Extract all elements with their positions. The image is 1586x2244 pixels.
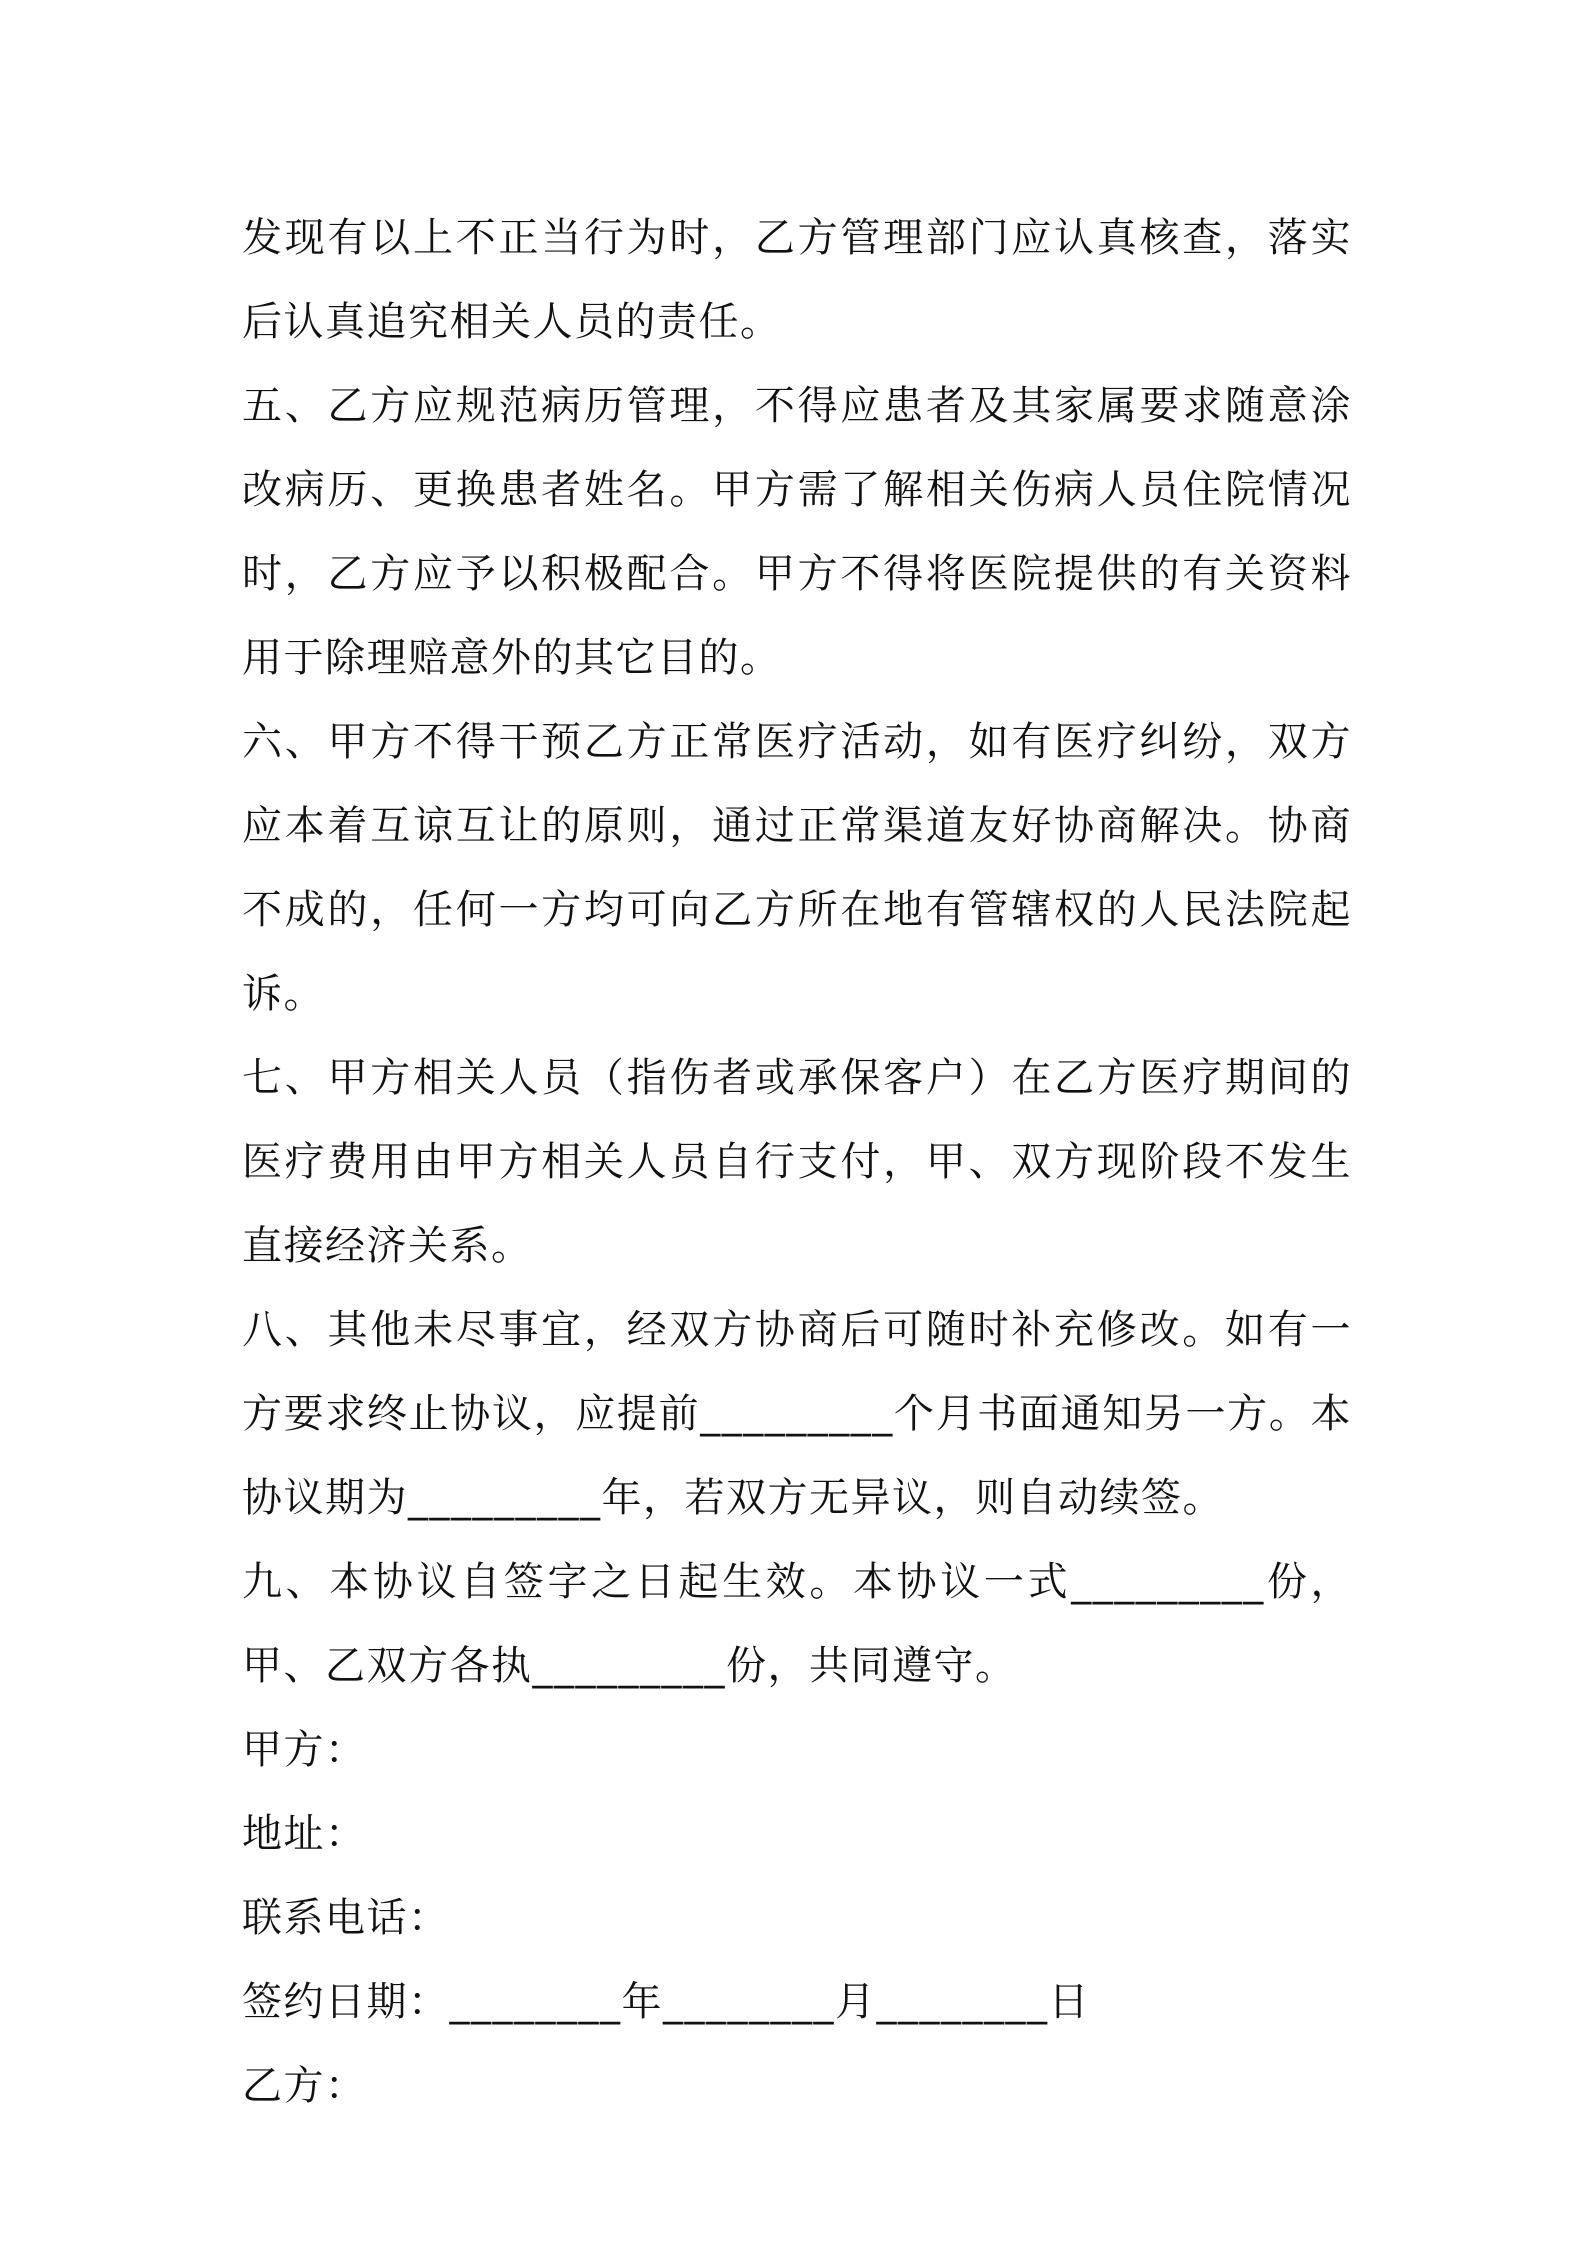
sign-date-label: 签约日期：________年________月________日	[242, 1979, 1090, 2025]
paragraph-clause-5: 五、乙方应规范病历管理，不得应患者及其家属要求随意涂改病历、更换患者姓名。甲方需了解相关伤病人员住院情况时，乙方应予以积极配合。甲方不得将医院提供的有关资料用于除理赔意外的其它目的。	[242, 383, 1352, 681]
party-a-label: 甲方：	[242, 1727, 367, 1773]
address-label: 地址：	[242, 1811, 367, 1857]
document-page	[242, 196, 1352, 2128]
paragraph-continuation: 发现有以上不正当行为时，乙方管理部门应认真核查，落实后认真追究相关人员的责任。	[242, 215, 1352, 345]
paragraph-clause-9: 九、本协议自签字之日起生效。本协议一式_________份，甲、乙双方各执_________份，共同遵守。	[242, 1559, 1352, 1689]
party-b-label: 乙方：	[242, 2063, 367, 2109]
paragraph-clause-6: 六、甲方不得干预乙方正常医疗活动，如有医疗纠纷，双方应本着互谅互让的原则，通过正常渠道友好协商解决。协商不成的，任何一方均可向乙方所在地有管辖权的人民法院起诉。	[242, 719, 1352, 1017]
phone-label: 联系电话：	[242, 1895, 450, 1941]
paragraph-clause-7: 七、甲方相关人员（指伤者或承保客户）在乙方医疗期间的医疗费用由甲方相关人员自行支付，甲、双方现阶段不发生直接经济关系。	[242, 1055, 1352, 1269]
paragraph-clause-8: 八、其他未尽事宜，经双方协商后可随时补充修改。如有一方要求终止协议，应提前_________个月书面通知另一方。本协议期为_________年，若双方无异议，则自动续签。	[242, 1307, 1352, 1521]
